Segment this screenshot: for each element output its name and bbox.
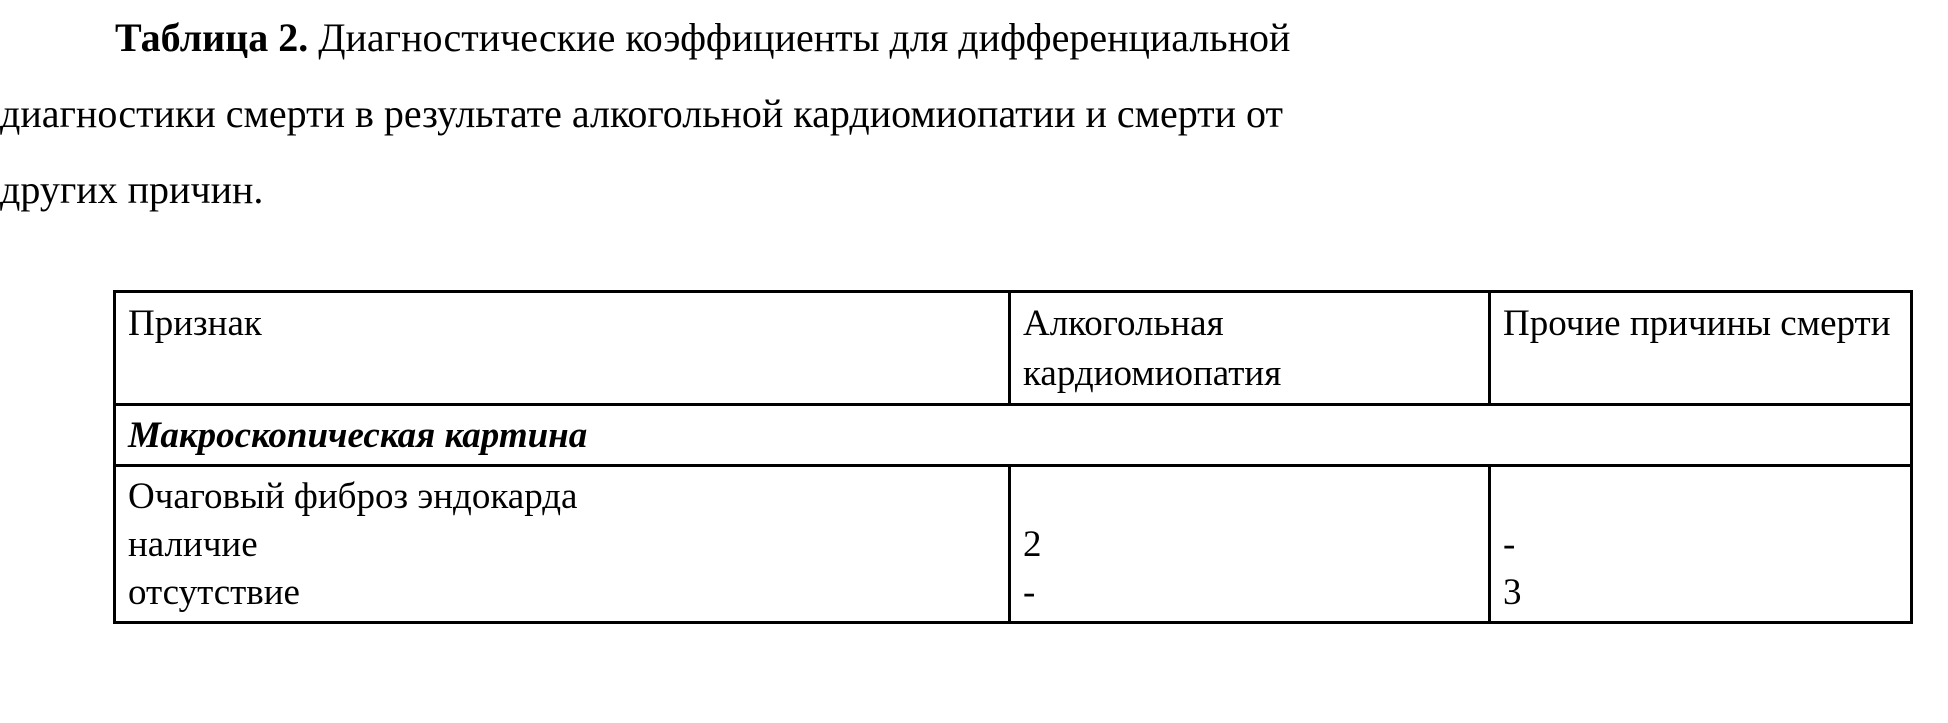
table-row bbox=[115, 466, 1912, 623]
spacer bbox=[1023, 473, 1476, 521]
table-cell-other-text: - 3 bbox=[1503, 524, 1522, 613]
table-cell-other-value bbox=[1490, 466, 1912, 623]
table-cell-acm-value bbox=[1010, 466, 1490, 623]
table-header-row bbox=[115, 292, 1912, 405]
table-cell-feature: Очаговый фиброз эндокарда наличие отсутствие bbox=[115, 466, 1010, 623]
table-header-feature: Признак bbox=[115, 292, 1010, 405]
caption-line-2 bbox=[0, 76, 1868, 152]
caption-line-1 bbox=[0, 0, 1868, 76]
spacer bbox=[1503, 473, 1898, 521]
table-section-title: Макроскопическая картина bbox=[115, 405, 1912, 466]
diagnostic-coefficients-table bbox=[113, 290, 1913, 624]
caption-text-3: других причин. bbox=[0, 167, 264, 212]
table-cell-acm-text: 2 - bbox=[1023, 524, 1042, 613]
caption-text-1: Диагностические коэффициенты для дифференциальной bbox=[318, 15, 1291, 60]
caption-label: Таблица 2. bbox=[115, 15, 309, 60]
caption-line-3 bbox=[0, 152, 1868, 228]
table-caption bbox=[0, 0, 1948, 228]
table-header-other-causes: Прочие причины смерти bbox=[1490, 292, 1912, 405]
caption-text-2: диагностики смерти в результате алкогольной кардиомиопатии и смерти от bbox=[0, 91, 1284, 136]
table-section-row bbox=[115, 405, 1912, 466]
table-header-alcoholic-cardiomyopathy: Алкогольная кардиомиопатия bbox=[1010, 292, 1490, 405]
